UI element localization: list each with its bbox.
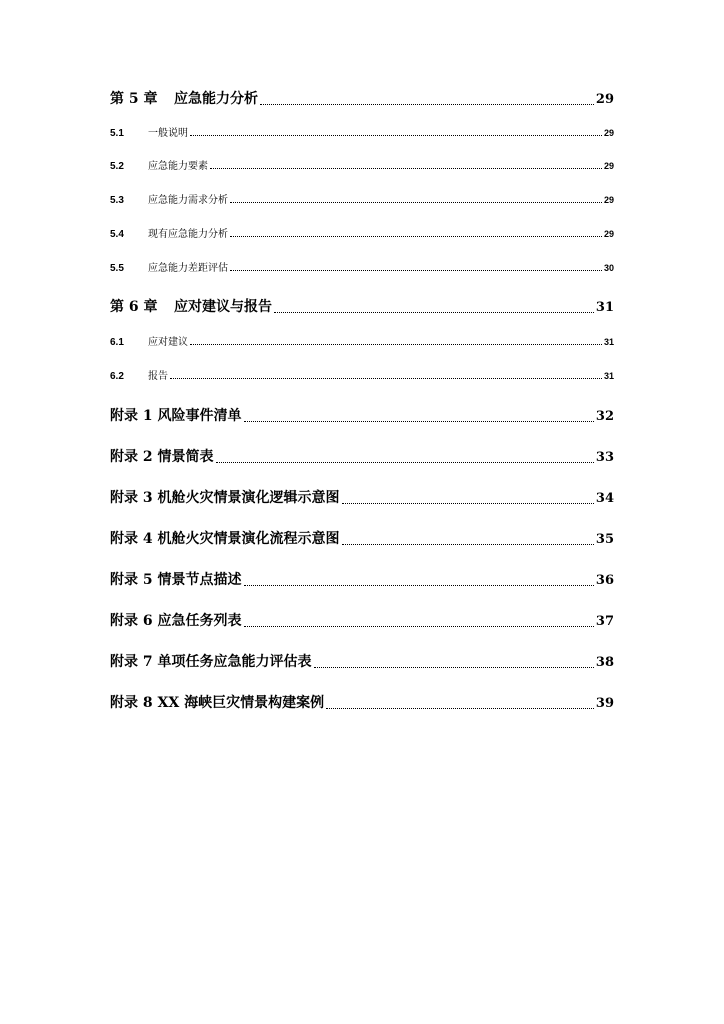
toc-page-number: 34 <box>595 491 614 506</box>
toc-number: 5.2 <box>110 161 124 172</box>
toc-number: 6.2 <box>110 371 124 382</box>
toc-page-number: 31 <box>595 300 614 315</box>
toc-title: 应对建议 <box>148 337 188 348</box>
toc-page-number: 31 <box>603 371 614 381</box>
toc-number: 5.5 <box>110 263 124 274</box>
toc-section-5-2[interactable] <box>110 157 614 172</box>
toc-section-6-1[interactable] <box>110 333 614 348</box>
toc-title: 附录 6 应急任务列表 <box>110 613 242 629</box>
toc-number: 第 6 章 <box>110 299 158 315</box>
toc-title: 附录 5 情景节点描述 <box>110 572 242 588</box>
dot-leader <box>342 503 594 504</box>
toc-page-number: 29 <box>603 128 614 138</box>
toc-page-number: 33 <box>595 450 614 465</box>
dot-leader <box>230 270 602 271</box>
toc-chapter-6[interactable] <box>110 296 614 316</box>
dot-leader <box>210 168 602 169</box>
toc-page-number: 32 <box>595 409 614 424</box>
dot-leader <box>170 378 602 379</box>
toc-title: 附录 4 机舱火灾情景演化流程示意图 <box>110 531 340 547</box>
toc-title: 附录 7 单项任务应急能力评估表 <box>110 654 312 670</box>
toc-page-number: 30 <box>603 263 614 273</box>
toc-number: 6.1 <box>110 337 124 348</box>
toc-title: 一般说明 <box>148 128 188 139</box>
toc-appendix-6[interactable] <box>110 610 614 630</box>
dot-leader <box>274 312 594 313</box>
dot-leader <box>190 344 602 345</box>
toc-page-number: 35 <box>595 532 614 547</box>
toc-appendix-2[interactable] <box>110 446 614 466</box>
toc-title: 现有应急能力分析 <box>148 229 228 240</box>
dot-leader <box>190 135 602 136</box>
dot-leader <box>260 104 594 105</box>
toc-page-number: 31 <box>603 337 614 347</box>
dot-leader <box>244 585 594 586</box>
toc-page-number: 29 <box>595 92 614 107</box>
dot-leader <box>244 626 594 627</box>
toc-section-5-4[interactable] <box>110 225 614 240</box>
toc-title: 应对建议与报告 <box>174 299 272 315</box>
toc-page-number: 38 <box>595 655 614 670</box>
toc-section-5-5[interactable] <box>110 259 614 274</box>
toc-section-6-2[interactable] <box>110 367 614 382</box>
toc-title: 应急能力分析 <box>174 91 258 107</box>
toc-appendix-4[interactable] <box>110 528 614 548</box>
toc-title: 应急能力要素 <box>148 161 208 172</box>
toc-number: 5.1 <box>110 128 124 139</box>
toc-title: 报告 <box>148 371 168 382</box>
toc-title: 应急能力差距评估 <box>148 263 228 274</box>
toc-number: 5.4 <box>110 229 124 240</box>
toc-title: 附录 8 XX 海峡巨灾情景构建案例 <box>110 695 325 711</box>
dot-leader <box>326 708 594 709</box>
toc-section-5-1[interactable] <box>110 124 614 139</box>
dot-leader <box>230 202 602 203</box>
dot-leader <box>216 462 594 463</box>
toc-chapter-5[interactable] <box>110 88 614 108</box>
toc-title: 应急能力需求分析 <box>148 195 228 206</box>
toc-appendix-7[interactable] <box>110 651 614 671</box>
toc-appendix-5[interactable] <box>110 569 614 589</box>
toc-appendix-8[interactable] <box>110 692 614 712</box>
toc-number: 第 5 章 <box>110 91 158 107</box>
toc-page-number: 39 <box>595 696 614 711</box>
dot-leader <box>342 544 594 545</box>
toc-title: 附录 3 机舱火灾情景演化逻辑示意图 <box>110 490 340 506</box>
toc-page-number: 29 <box>603 161 614 171</box>
toc-section-5-3[interactable] <box>110 191 614 206</box>
toc-appendix-3[interactable] <box>110 487 614 507</box>
toc-title: 附录 1 风险事件清单 <box>110 408 242 424</box>
toc-page-number: 36 <box>595 573 614 588</box>
toc-number: 5.3 <box>110 195 124 206</box>
dot-leader <box>314 667 594 668</box>
toc-page-number: 29 <box>603 195 614 205</box>
dot-leader <box>230 236 602 237</box>
toc-title: 附录 2 情景简表 <box>110 449 214 465</box>
toc-appendix-1[interactable] <box>110 405 614 425</box>
dot-leader <box>244 421 594 422</box>
toc-page-number: 37 <box>595 614 614 629</box>
toc-page-number: 29 <box>603 229 614 239</box>
